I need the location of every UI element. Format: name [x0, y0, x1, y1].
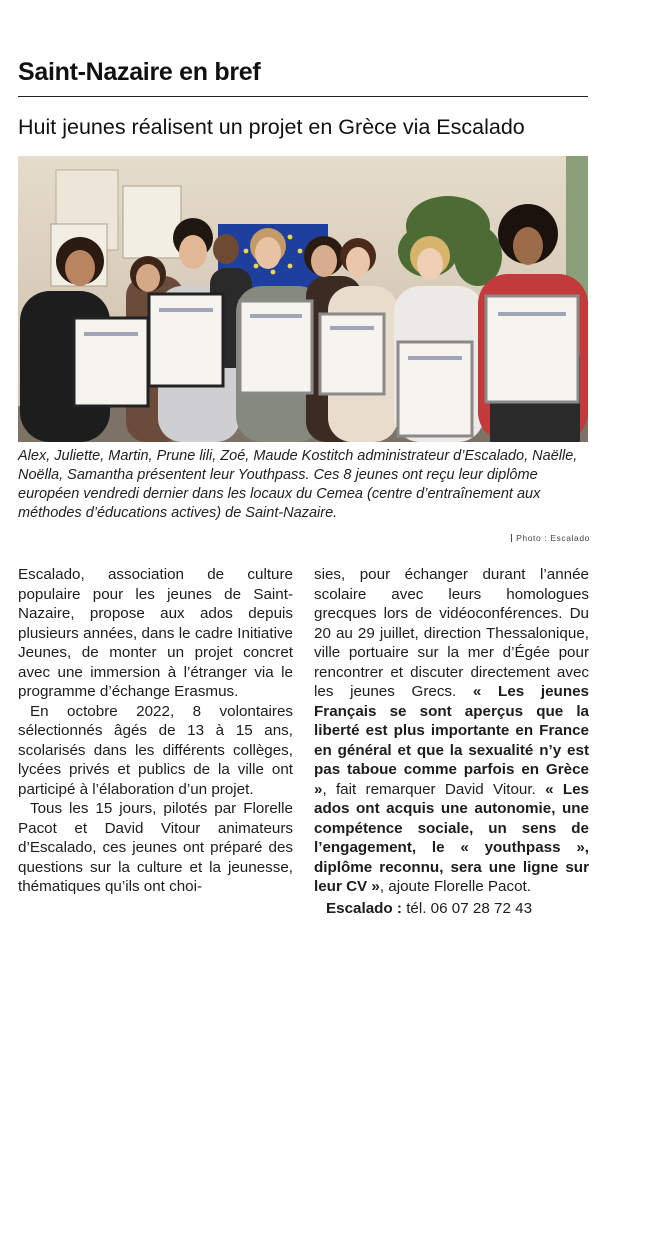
- article-headline: Huit jeunes réalisent un projet en Grèce via Escalado: [18, 115, 525, 139]
- photo-credit: Photo : Escalado: [480, 533, 590, 543]
- article-photo: [18, 156, 588, 442]
- article-column-left: [18, 565, 293, 897]
- quote-2-attribution: , ajoute Florelle Pacot.: [379, 878, 531, 895]
- quote-1: « Les jeunes Français se sont aperçus que la liberté est plus importante en France en général et que la sexualité n’y est pas taboue comme parfois en Grèce »: [314, 683, 589, 798]
- article-column-right: [314, 565, 589, 918]
- paragraph-3-text: sies, pour échanger durant l’année scolaire avec leurs homologues grecques lors de vidéoconférences. Du 20 au 29 juillet, direction Thessalonique, ville portuaire sur la mer d’Égée pour rencontrer et discuter directement avec les jeunes Grecs.: [314, 566, 589, 700]
- contact-phone: tél. 06 07 28 72 43: [401, 899, 533, 917]
- contact-line: [314, 899, 589, 919]
- paragraph-3-end: [314, 565, 589, 897]
- section-title: Saint-Nazaire en bref: [18, 58, 261, 86]
- paragraph-3-start: Tous les 15 jours, pilotés par Florelle Pacot et David Vitour animateurs d’Escalado, ces jeunes ont préparé des questions sur la culture et la jeunesse, thématiques qu’ils ont choi-: [18, 800, 293, 895]
- photo-caption: Alex, Juliette, Martin, Prune lili, Zoé, Maude Kostitch administrateur d’Escalado, Naëlle, Noëlla, Samantha présentent leur Youthpass. Ces 8 jeunes ont reçu leur diplôme européen vendredi dernier dans les locaux du Cemea (centre d’entraînement aux méthodes d’éducations actives) de Saint-Nazaire.: [18, 448, 578, 521]
- contact-label: Escalado :: [326, 899, 402, 917]
- group-photo-illustration: [18, 156, 588, 442]
- quote-2: « Les ados ont acquis une autonomie, une compétence sociale, un sens de l’engagement, le « youthpass », diplôme reconnu, sera une ligne sur leur CV »: [314, 780, 589, 895]
- section-rule: [18, 96, 588, 97]
- quote-1-attribution: , fait remarquer David Vitour.: [322, 780, 546, 798]
- paragraph-1: Escalado, association de culture populaire pour les jeunes de Saint-Nazaire, propose aux ados depuis plusieurs années, dans le cadre Initiative Jeunes, de monter un projet concret avec une immersion à l’étranger via le programme d’échange Erasmus.: [18, 566, 293, 700]
- paragraph-2: En octobre 2022, 8 volontaires sélectionnés âgés de 13 à 15 ans, scolarisés dans les différents collèges, lycées privés et publics de la ville ont participé à l’élaboration d’un projet.: [18, 702, 293, 798]
